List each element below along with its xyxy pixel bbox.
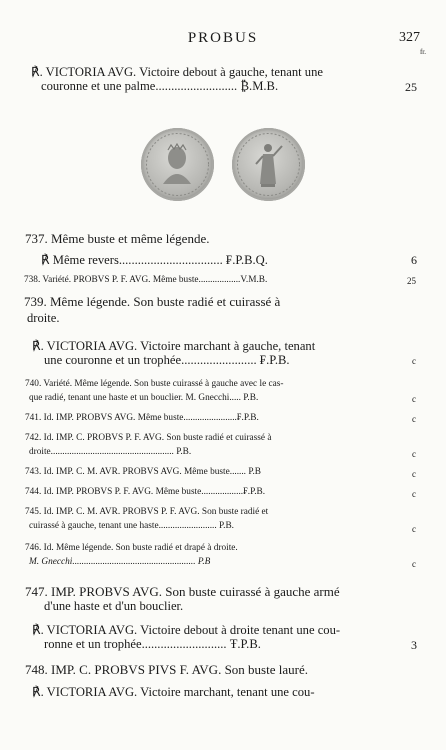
- text-line: 740. Variété. Même légende. Son buste cuirassé à gauche avec le cas-: [25, 379, 284, 389]
- text-line: 742. Id. IMP. C. PROBVS P. F. AVG. Son buste radié et cuirassé à: [25, 433, 272, 443]
- text-line: ℟. VICTORIA AVG. Victoire debout à droite tenant une cou-: [32, 623, 341, 637]
- price: c: [412, 559, 416, 569]
- text-line: ℟. VICTORIA AVG. Victoire marchant, tenant une cou-: [32, 685, 315, 699]
- text-line: 743. Id. IMP. C. M. AVR. PROBVS AVG. Même buste....... P.B: [25, 467, 261, 477]
- price: c: [412, 489, 416, 499]
- victory-figure-icon: [232, 128, 305, 201]
- price: c: [412, 356, 416, 366]
- price: c: [412, 469, 416, 479]
- text-line: une couronne et un trophée........................ ₣.P.B.: [44, 353, 290, 367]
- text-line: 745. Id. IMP. C. M. AVR. PROBVS P. F. AVG. Son buste radié et: [25, 507, 269, 517]
- text-line: ℟. VICTORIA AVG. Victoire marchant à gauche, tenant: [32, 339, 316, 353]
- coin-obverse-image: [141, 128, 214, 201]
- text-line: ℟. VICTORIA AVG. Victoire debout à gauche, tenant une: [31, 65, 323, 79]
- price: c: [412, 524, 416, 534]
- page-title: PROBUS: [187, 30, 259, 46]
- text-line: cuirassé à gauche, tenant une haste......................... P.B.: [29, 521, 234, 531]
- price: 3: [411, 638, 417, 652]
- page-number: 327: [399, 30, 420, 45]
- price: 6: [411, 253, 417, 267]
- currency-unit: fr.: [419, 48, 426, 56]
- price: 25: [405, 80, 417, 94]
- price: c: [412, 449, 416, 459]
- text-line: couronne et une palme.......................... ₿.M.B.: [41, 79, 279, 93]
- text-line: que radié, tenant une haste et un bouclier. M. Gnecchi..... P.B.: [29, 393, 259, 403]
- text-line: 747. IMP. PROBVS AVG. Son buste cuirassé à gauche armé: [25, 584, 340, 599]
- text-line: 738. Variété. PROBVS P. F. AVG. Même buste..................V.M.B.: [24, 275, 268, 285]
- price: c: [412, 394, 416, 404]
- text-line: 741. Id. IMP. PROBVS AVG. Même buste.......................₣.P.B.: [25, 413, 259, 423]
- text-line: d'une haste et d'un bouclier.: [44, 599, 184, 613]
- text-line: droite.: [27, 311, 60, 325]
- text-line: 737. Même buste et même légende.: [25, 231, 210, 246]
- text-line: ℟ Même revers................................. ₣.P.B.Q.: [41, 253, 268, 267]
- text-line: 739. Même légende. Son buste radié et cuirassé à: [24, 294, 281, 309]
- text-line: 744. Id. IMP. PROBVS P. F. AVG. Même buste..................₣.P.B.: [25, 487, 266, 497]
- price: c: [412, 414, 416, 424]
- price: 25: [407, 276, 416, 286]
- coin-reverse-image: [232, 128, 305, 201]
- text-line: 748. IMP. C. PROBVS PIVS F. AVG. Son buste lauré.: [25, 662, 308, 677]
- bust-icon: [141, 128, 214, 201]
- text-line: ronne et un trophée........................... Ŧ.P.B.: [44, 637, 261, 651]
- text-line: M. Gnecchi..................................................... P.B: [29, 557, 211, 567]
- text-line: 746. Id. Même légende. Son buste radié et drapé à droite.: [25, 543, 238, 553]
- text-line: droite..................................................... P.B.: [29, 447, 192, 457]
